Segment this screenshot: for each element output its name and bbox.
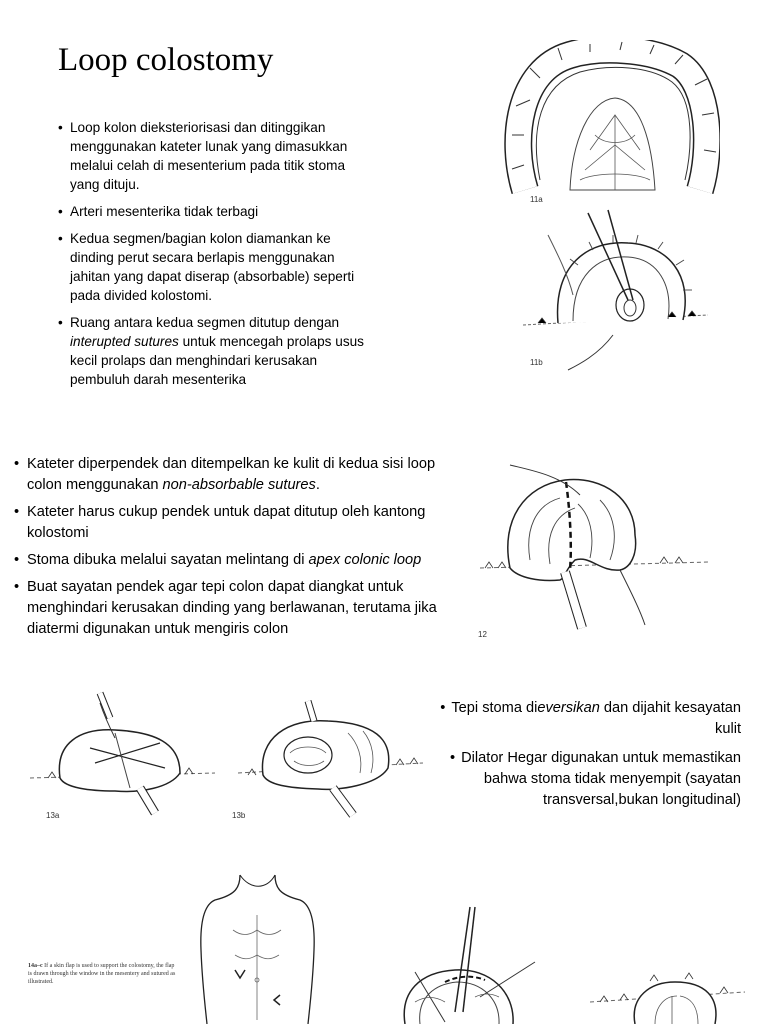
bullet-list (58, 118, 378, 397)
bullet-item: • Arteri mesenterika tidak terbagi (58, 202, 378, 221)
bullet-list (425, 698, 741, 819)
illustration-12 (470, 460, 720, 640)
slide-title: Loop colostomy (58, 42, 274, 78)
bullet-list (14, 454, 454, 646)
slide-3 (0, 688, 768, 838)
bullet-item: • Tepi stoma dieversikan dan dijahit kesayatan kulit (425, 698, 741, 740)
bullet-item: • Kedua segmen/bagian kolon diamankan ke dinding perut secara berlapis menggunakan jahitan yang dapat diserap (absorbable) seperti pada divided kolostomi. (58, 229, 378, 305)
slide-1 (0, 0, 768, 410)
figure-label: 11a (530, 195, 543, 204)
bullet-item: • Buat sayatan pendek agar tepi colon dapat diangkat untuk menghindari kerusakan dinding yang berlawanan, terutama jika diatermi digunakan untuk mengiris colon (14, 577, 454, 640)
figure-label: 12 (478, 630, 487, 639)
illustration-14a-torso (195, 870, 325, 1024)
illustration-11b (518, 205, 718, 375)
bullet-item: • Kateter harus cukup pendek untuk dapat ditutup oleh kantong kolostomi (14, 502, 454, 544)
illustration-13b (228, 693, 428, 823)
bullet-item: • Ruang antara kedua segmen ditutup dengan interupted sutures untuk mencegah prolaps usus kecil prolaps dan menghindari kerusakan pembuluh darah mesenterika (58, 313, 378, 389)
illustration-11a (500, 40, 720, 210)
slide-2 (0, 430, 768, 655)
figure-caption: 14a–c If a skin flap is used to support the colostomy, the flap is drawn through the window in the mesentery and sutured as illustrated. (28, 963, 176, 985)
figure-label: 13a (46, 811, 60, 820)
bullet-item: • Stoma dibuka melalui sayatan melintang di apex colonic loop (14, 550, 454, 571)
bullet-item: • Kateter diperpendek dan ditempelkan ke kulit di kedua sisi loop colon menggunakan non-absorbable sutures. (14, 454, 454, 496)
bullet-item: • Dilator Hegar digunakan untuk memastikan bahwa stoma tidak menyempit (sayatan transversal,bukan longitudinal) (425, 748, 741, 811)
slide-4 (0, 862, 768, 1024)
illustration-14b (385, 902, 555, 1024)
bullet-item: • Loop kolon dieksteriorisasi dan ditinggikan menggunakan kateter lunak yang dimasukkan melalui celah di mesenterium pada titik stoma yang dituju. (58, 118, 378, 194)
figure-label: 11b (530, 358, 543, 367)
illustration-14c (580, 967, 750, 1024)
illustration-13a (20, 688, 220, 823)
figure-label: 13b (232, 811, 246, 820)
